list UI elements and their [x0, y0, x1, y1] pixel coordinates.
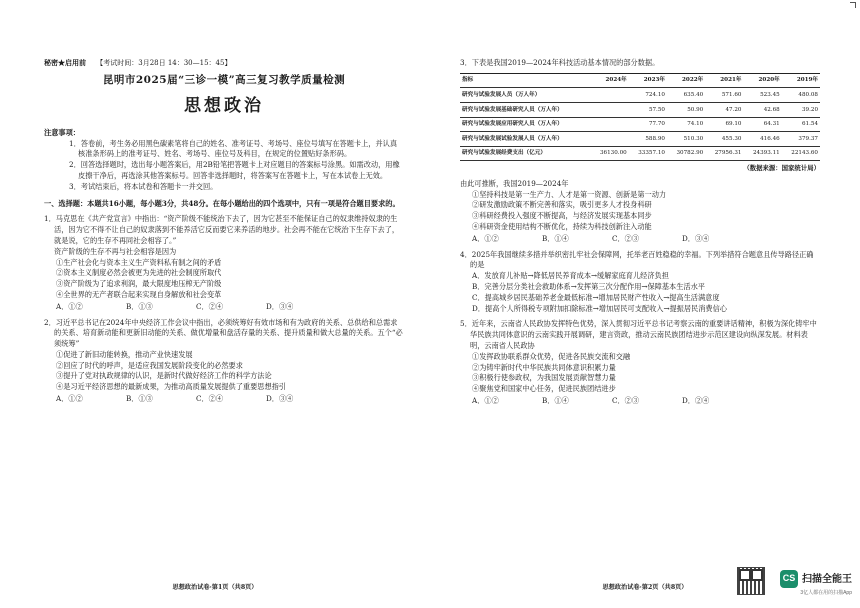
table-cell: 379.37 — [782, 132, 820, 147]
table-cell: 研究与试验发展经费支出（亿元） — [460, 146, 590, 161]
page-2 — [430, 0, 860, 608]
question-stem-sub: 资产阶级的生存不再与社会相容是因为 — [54, 246, 177, 256]
table-cell: 74.10 — [667, 117, 705, 132]
table-cell — [590, 117, 628, 132]
question-2 — [44, 318, 404, 405]
choice-item: ③资产阶级为了追求利润，最大限度地压榨无产阶级 — [56, 279, 222, 289]
table-cell: 523.45 — [743, 88, 781, 103]
choice-item: ③提升了党对执政规律的认识，是新时代做好经济工作的科学方法论 — [56, 371, 272, 381]
choice-item: C．提高城乡居民基础养老金最低标准→增加居民财产性收入→提高生活满意度 — [472, 292, 720, 302]
qr-code-icon — [737, 567, 765, 595]
scanner-watermark — [780, 570, 852, 596]
table-cell: 480.08 — [782, 88, 820, 103]
table-cell: 635.40 — [667, 88, 705, 103]
table-cell: 39.20 — [782, 102, 820, 117]
table-header: 2021年 — [705, 73, 743, 88]
option-c: C．②④ — [196, 394, 224, 404]
choice-item: ②研发激励政策不断完善和落实，吸引更多人才投身科研 — [472, 200, 652, 210]
option-a: A．①② — [472, 396, 499, 406]
table-row — [460, 146, 820, 161]
table-cell: 36130.00 — [590, 146, 628, 161]
table-header: 2022年 — [667, 73, 705, 88]
choice-item: ②回应了时代的呼声，是适应我国发展阶段变化的必然要求 — [56, 360, 243, 370]
table-cell: 研究与试验发展基础研究人员（万人年） — [460, 102, 590, 117]
choice-item: D．提高个人所得税专项附加扣除标准→增加居民可支配收入→提振居民消费信心 — [472, 303, 727, 313]
data-table — [460, 73, 820, 161]
option-d: D．②④ — [682, 396, 710, 406]
option-a: A．①② — [56, 394, 83, 404]
data-source: （数据来源：国家统计局） — [743, 164, 820, 173]
table-cell: 30782.90 — [667, 146, 705, 161]
choice-item: ④聚焦党和国家中心任务，促进民族团结进步 — [472, 384, 616, 394]
option-c: C．②③ — [612, 396, 640, 406]
exam-header — [44, 58, 404, 69]
table-cell: 57.50 — [629, 102, 667, 117]
table-header: 2019年 — [782, 73, 820, 88]
option-c: C．②③ — [612, 233, 640, 243]
choice-item: ④科研资金使用结构不断优化，持续为科技创新注入动能 — [472, 222, 652, 232]
table-header-row — [460, 73, 820, 88]
table-cell: 69.10 — [705, 117, 743, 132]
question-stem: 5．近年来，云南省人民政协发挥特色优势，深入贯彻习近平总书记考察云南的重要讲话精神，积极为深化铸牢中华民族共同体意识的云南实践开展调研，建言资政，推动云南民族团结进步示范区建设向纵深发展。材料表明，云南省人民政协 — [460, 319, 817, 351]
answer-options — [44, 302, 404, 313]
choice-item: A．发放育儿补贴→降低居民养育成本→缓解家庭育儿经济负担 — [472, 271, 669, 281]
cs-logo-icon: CS — [780, 570, 798, 588]
secret-label: 秘密★启用前 — [44, 58, 86, 67]
table-cell: 33357.10 — [629, 146, 667, 161]
table-cell: 研究与试验发展人员（万人年） — [460, 88, 590, 103]
option-b: B．①④ — [542, 233, 569, 243]
option-d: D．③④ — [266, 301, 294, 311]
question-3-stem: 3．下表是我国2019—2024年科技活动基本情况的部分数据。 — [460, 58, 660, 67]
question-stem: 1．马克思在《共产党宣言》中指出：“资产阶级不能统治下去了，因为它甚至不能保证自己的奴隶维持奴隶的生活，因为它不得不让自己的奴隶落到不能养活它反而要它来养活的地步。社会再不能在它统治下生存下去了，就是说，它的生存不再同社会相容了。” — [44, 214, 400, 245]
table-cell: 研究与试验发展试验发展人员（万人年） — [460, 132, 590, 147]
table-cell: 510.30 — [667, 132, 705, 147]
answer-options — [460, 234, 820, 245]
notice-title: 注意事项： — [44, 127, 80, 137]
table-cell — [590, 132, 628, 147]
choice-item: ④全世界的无产者联合起来实现自身解放和社会变革 — [56, 289, 222, 299]
table-header: 2023年 — [629, 73, 667, 88]
table-cell: 571.60 — [705, 88, 743, 103]
table-cell: 61.54 — [782, 117, 820, 132]
table-row — [460, 117, 820, 132]
question-4 — [460, 250, 820, 315]
table-cell: 50.90 — [667, 102, 705, 117]
table-cell — [590, 88, 628, 103]
choice-item: ①促进了新旧动能转换，推动产业快速发展 — [56, 349, 193, 359]
table-cell: 416.46 — [743, 132, 781, 147]
choice-item: ②为铸牢新时代中华民族共同体意识积累力量 — [472, 362, 616, 372]
page-footer: 思想政治试卷·第2页（共8页） — [602, 583, 688, 591]
answer-options — [44, 394, 404, 405]
table-row — [460, 102, 820, 117]
option-a: A．①② — [56, 301, 83, 311]
table-cell: 64.31 — [743, 117, 781, 132]
notice-item: 1．答卷前，考生务必用黑色碳素笔将自己的姓名、准考证号、考场号、座位号填写在答题卡上，并认真核准条形码上的准考证号、姓名、考场号、座位号及科目，在规定的位置贴好条形码。 — [69, 138, 398, 159]
scanner-tagline: 3亿人都在用的扫描App — [800, 590, 852, 596]
exam-title: 昆明市2025届“三诊一模”高三复习教学质量检测 — [102, 73, 346, 86]
subject-title: 思想政治 — [184, 96, 264, 117]
table-cell — [590, 102, 628, 117]
table-cell: 24393.11 — [743, 146, 781, 161]
question-3 — [460, 179, 820, 245]
choice-item: ③科研经费投入强度不断提高，与经济发展实现基本同步 — [472, 211, 652, 221]
table-cell: 47.20 — [705, 102, 743, 117]
option-b: B．①③ — [126, 394, 153, 404]
question-stem: 2．习近平总书记在2024年中央经济工作会议中指出，必须统筹好有效市场和有为政府的关系、总供给和总需求的关系、培育新动能和更新旧动能的关系、做优增量和盘活存量的关系、提升质量和做大总量的关系。五个“必须统筹” — [44, 317, 403, 349]
choice-item: ④是习近平经济思想的最新成果，为推动高质量发展提供了重要思想指引 — [56, 382, 287, 392]
table-row — [460, 88, 820, 103]
section-intro: 一、选择题：本题共16小题，每小题3分，共48分。在每小题给出的四个选项中，只有一项是符合题目要求的。 — [44, 198, 400, 208]
question-stem: 4．2025年我国继续多措并举织密扎牢社会保障网，托举老百姓稳稳的幸福。下列举措符合题意且传导路径正确的是 — [460, 249, 814, 270]
exam-time: 【考试时间：3月28日 14：30—15：45】 — [96, 59, 232, 67]
table-header: 指标 — [460, 73, 590, 88]
option-c: C．②④ — [196, 301, 224, 311]
option-b: B．①③ — [126, 301, 153, 311]
option-a: A．①② — [472, 233, 499, 243]
table-cell: 27956.31 — [705, 146, 743, 161]
question-5 — [460, 319, 820, 406]
choice-item: ②资本主义制度必然会被更为先进的社会制度所取代 — [56, 268, 222, 278]
table-cell: 22143.60 — [782, 146, 820, 161]
table-row — [460, 132, 820, 147]
table-cell: 455.30 — [705, 132, 743, 147]
option-d: D．③④ — [266, 394, 294, 404]
notice-item: 2．回答选择题时，选出每小题答案后，用2B铅笔把答题卡上对应题目的答案标号涂黑。如需改动，用橡皮擦干净后，再选涂其他答案标号。回答非选择题时，将答案写在答题卡上，写在本试卷上无效。 — [69, 160, 400, 180]
table-cell: 42.68 — [743, 102, 781, 117]
question-1 — [44, 214, 404, 312]
choice-item: B．完善分层分类社会救助体系→发挥第三次分配作用→保障基本生活水平 — [472, 282, 705, 292]
table-cell: 588.90 — [629, 132, 667, 147]
option-d: D．③④ — [682, 233, 710, 243]
table-cell: 77.70 — [629, 117, 667, 132]
choice-item: ③积极行使参政权，为我国发展贡献智慧力量 — [472, 373, 616, 383]
choice-item: ①生产社会化与资本主义生产资料私有制之间的矛盾 — [56, 257, 222, 267]
table-cell: 研究与试验发展应用研究人员（万人年） — [460, 117, 590, 132]
table-header: 2024年 — [590, 73, 628, 88]
choice-item: ①坚持科技是第一生产力、人才是第一资源、创新是第一动力 — [472, 189, 667, 199]
table-header: 2020年 — [743, 73, 781, 88]
notice-item: 3．考试结束后，将本试卷和答题卡一并交回。 — [69, 181, 218, 191]
table-cell: 724.10 — [629, 88, 667, 103]
answer-options — [460, 396, 820, 407]
question-lead: 由此可推断，我国2019—2024年 — [460, 178, 569, 188]
scanner-app-name: 扫描全能王 — [802, 573, 852, 585]
choice-item: ①发挥政协联系群众优势，促进各民族交流和交融 — [472, 351, 631, 361]
page-footer: 思想政治试卷·第1页（共8页） — [172, 583, 258, 591]
notice-list — [44, 139, 404, 193]
option-b: B．①④ — [542, 396, 569, 406]
